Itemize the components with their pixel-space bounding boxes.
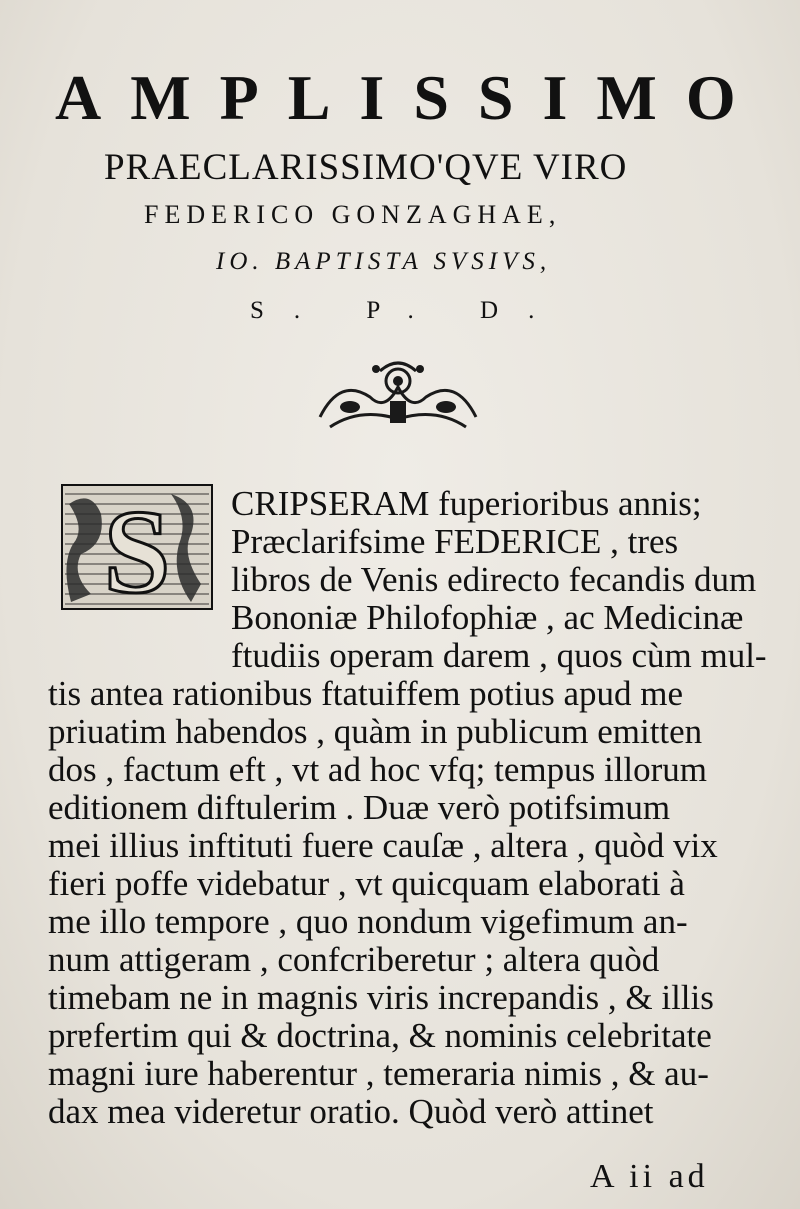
printer-ornament-icon — [310, 357, 486, 435]
text-line: Bononiæ Philofophiæ , ac Medicinæ — [231, 598, 744, 637]
text-line: mei illius inftituti fuere cauſæ , altera , quòd vix — [48, 826, 718, 865]
text-line: editionem diftulerim . Duæ verò potifsimum — [48, 788, 671, 827]
dedicatee-name: FEDERICO GONZAGHAE, — [144, 200, 562, 229]
author-name: IO. BAPTISTA SVSIVS, — [216, 248, 552, 275]
text-line: tis antea rationibus ftatuiffem potius apud me — [48, 674, 684, 713]
body-text — [48, 485, 778, 1131]
salutation: S. P. D. — [250, 297, 565, 324]
svg-text:S: S — [103, 485, 171, 610]
text-line: Præclarifsime FEDERICE , tres — [231, 522, 679, 561]
text-line: priuatim habendos , quàm in publicum emitten — [48, 712, 703, 751]
text-line: num attigeram , confcriberetur ; altera quòd — [48, 940, 660, 979]
text-line: magni iure haberentur , temeraria nimis , & au- — [48, 1054, 709, 1093]
text-line: dax mea videretur oratio. Quòd verò attinet — [48, 1092, 654, 1131]
text-line: CRIPSERAM fuperioribus annis; — [231, 484, 702, 523]
text-line: prɐfertim qui & doctrina, & nominis celebritate — [48, 1016, 712, 1055]
text-line: me illo tempore , quo nondum vigefimum an- — [48, 902, 688, 941]
text-line: ftudiis operam darem , quos cùm mul- — [231, 636, 767, 675]
dedication-line-1: PRAECLARISSIMO'QVE VIRO — [104, 147, 628, 188]
text-line: dos , factum eft , vt ad hoc vfq; tempus illorum — [48, 750, 708, 789]
dedication-title: AMPLISSIMO — [55, 62, 765, 133]
text-line: fieri poffe videbatur , vt quicquam elaborati à — [48, 864, 685, 903]
text-line: timebam ne in magnis viris increpandis , & illis — [48, 978, 714, 1017]
text-line: libros de Venis edirecto fecandis dum — [231, 560, 757, 599]
catchword: A ii ad — [590, 1158, 709, 1195]
